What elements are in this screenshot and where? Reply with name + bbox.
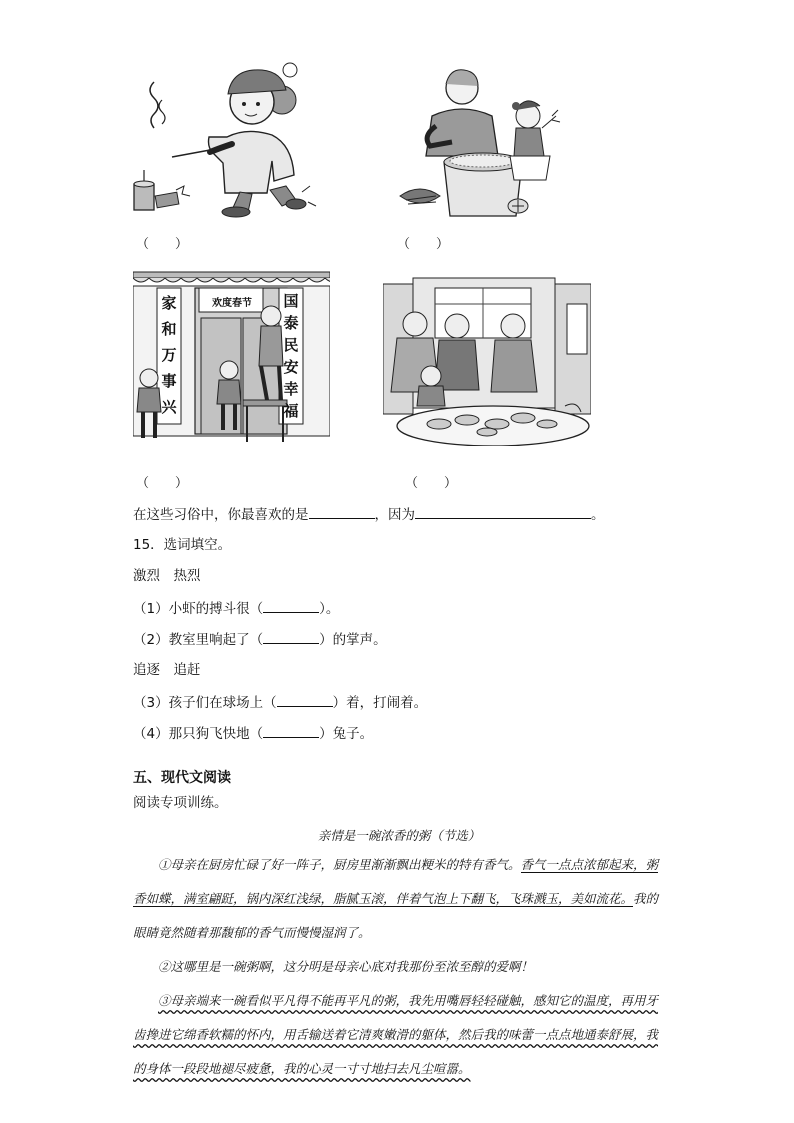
q15-item-1-before: （1）小虾的搏斗很（	[133, 601, 264, 617]
q15-blank-2[interactable]	[263, 629, 319, 644]
couplet-left-char: 家	[161, 294, 177, 312]
q15-item-4-after: ）兔子。	[319, 726, 374, 742]
couplet-horizontal: 欢度春节	[212, 298, 252, 309]
section-5-heading: 五、现代文阅读	[133, 770, 231, 786]
answer-bracket-2[interactable]: （ ）	[397, 237, 450, 252]
couplet-right-char: 福	[283, 402, 299, 420]
favorite-blank[interactable]	[309, 504, 375, 519]
passage-paragraph-3	[133, 984, 665, 1086]
q15-blank-3[interactable]	[277, 692, 333, 707]
boy-firecracker-illustration	[132, 62, 322, 222]
q15-item-4	[133, 723, 373, 743]
grandma-girl-illustration	[392, 66, 562, 222]
q15-word-group-1: 激烈 热烈	[133, 568, 201, 584]
p1-underlined: 香气一点点浓郁起来，粥香如蝶，满室翩跹，锅内深红浅绿，脂腻玉滚，伴着气泡上下翻飞，飞珠溅玉，美如流花。	[133, 857, 659, 906]
q15-item-3-after: ）着，打闹着。	[332, 695, 428, 711]
reason-blank[interactable]	[415, 504, 591, 519]
section-5-instruction: 阅读专项训练。	[133, 795, 228, 811]
couplet-right-char: 幸	[283, 380, 299, 398]
p3-wavy-underlined: ③母亲端来一碗看似平凡得不能再平凡的粥，我先用嘴唇轻轻碰触，感知它的温度，再用牙齿搀进它绵香软糯的怀内，用舌输送着它清爽嫩滑的躯体，然后我的味蕾一点点地通泰舒展，我的身体一段段地褪尽疲惫，我的心灵一寸寸地扫去凡尘喧嚣。	[133, 993, 659, 1076]
q15-item-3-before: （3）孩子们在球场上（	[133, 695, 277, 711]
q15-item-1	[133, 598, 339, 618]
passage-title: 亲情是一碗浓香的粥（节选）	[317, 828, 481, 843]
passage-paragraph-1	[133, 848, 665, 950]
family-dinner-illustration	[383, 274, 591, 446]
family-dinner-svg	[383, 274, 591, 446]
q15-item-3	[133, 692, 427, 712]
passage-paragraph-2: ②这哪里是一碗粥啊，这分明是母亲心底对我那份至浓至醇的爱啊！	[158, 959, 534, 974]
q15-blank-1[interactable]	[263, 598, 319, 613]
couplet-left-char: 事	[161, 372, 177, 390]
couplet-right-char: 国	[283, 292, 299, 310]
couplet-right	[282, 290, 300, 422]
q15-blank-4[interactable]	[263, 723, 319, 738]
period: 。	[591, 507, 605, 523]
p1-start: ①母亲在厨房忙碌了好一阵子，厨房里渐渐飘出粳米的特有香气。	[158, 857, 521, 872]
p1-end: 我的眼睛竟然随着那馥郁的香气而慢慢湿润了。	[133, 891, 659, 940]
q15-word-group-2: 追逐 追赶	[133, 662, 201, 678]
reason-prompt: ，因为	[374, 507, 415, 523]
grandma-girl-svg	[392, 66, 562, 222]
answer-bracket-4[interactable]: （ ）	[405, 476, 458, 491]
favorite-prompt: 在这些习俗中，你最喜欢的是	[133, 507, 309, 523]
couplet-left-char: 万	[161, 346, 177, 364]
boy-firecracker-svg	[132, 62, 322, 222]
couplet-right-char: 民	[283, 336, 299, 354]
reading-passage	[133, 848, 665, 1086]
q15-title: 15．选词填空。	[133, 537, 232, 553]
q15-item-4-before: （4）那只狗飞快地（	[133, 726, 264, 742]
couplet-left	[160, 290, 178, 420]
couplet-left-char: 兴	[161, 398, 177, 416]
couplet-right-char: 安	[283, 358, 299, 376]
favorite-custom-line	[133, 504, 605, 524]
answer-bracket-3[interactable]: （ ）	[136, 476, 189, 491]
couplet-left-char: 和	[161, 320, 177, 338]
q15-item-2	[133, 629, 387, 649]
q15-item-2-before: （2）教室里响起了（	[133, 632, 264, 648]
answer-bracket-1[interactable]: （ ）	[136, 237, 189, 252]
couplet-door-illustration	[133, 266, 330, 444]
q15-item-1-after: ）。	[319, 601, 340, 617]
couplet-right-char: 泰	[283, 314, 299, 332]
q15-item-2-after: ）的掌声。	[319, 632, 387, 648]
